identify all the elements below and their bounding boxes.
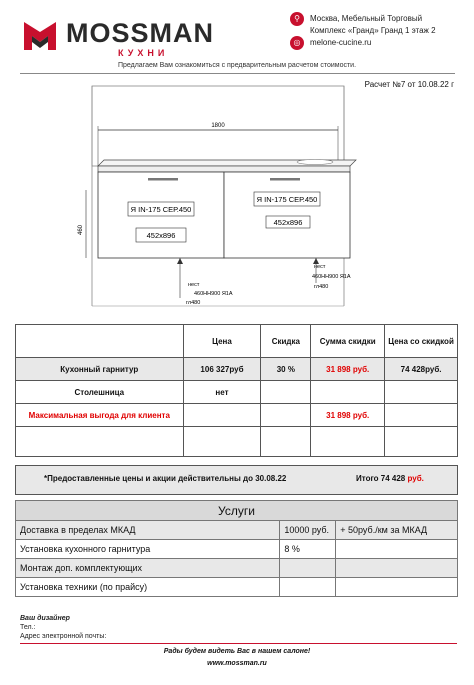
note-4: нест — [314, 264, 326, 270]
cabinet-drawing — [60, 78, 410, 316]
brand-sub: КУХНИ — [118, 48, 169, 58]
box2-line2: 452x896 — [273, 218, 303, 227]
row-discount — [261, 404, 311, 427]
service-name: Установка техники (по прайсу) — [16, 578, 280, 597]
row-final — [385, 381, 458, 404]
service-extra: + 50руб./км за МКАД — [336, 521, 458, 540]
box1-line1: Я IN-175 СЕР.450 — [130, 205, 192, 214]
header-discount-sum: Сумма скидки — [311, 325, 385, 358]
note-3: гл480 — [186, 300, 201, 306]
header-final-price: Цена со скидкой — [385, 325, 458, 358]
service-extra — [336, 540, 458, 559]
location-pin-icon: ⚲ — [290, 12, 304, 26]
footer-greeting: Рады будем видеть Вас в нашем салоне! — [163, 648, 311, 655]
address-line-1: ⚲ Москва, Мебельный Торговый — [290, 12, 422, 26]
row-price: 106 327руб — [183, 358, 261, 381]
row-name: Максимальная выгода для клиента — [16, 404, 184, 427]
row-discount-sum — [311, 381, 385, 404]
service-row — [16, 559, 458, 578]
table-row — [16, 404, 458, 427]
address-line-2: Комплекс «Гранд» Гранд 1 этаж 2 — [310, 26, 436, 35]
services-table — [15, 500, 458, 597]
service-row — [16, 540, 458, 559]
table-row-empty — [16, 427, 458, 457]
note-1: нест — [188, 282, 200, 288]
note-6: гл480 — [314, 284, 329, 290]
table-row — [16, 381, 458, 404]
globe-icon: ◎ — [290, 36, 304, 50]
service-extra — [336, 559, 458, 578]
row-final: 74 428руб. — [385, 358, 458, 381]
header-divider — [20, 73, 455, 74]
services-title: Услуги — [16, 501, 458, 521]
row-final — [385, 404, 458, 427]
total-label: Итого 74 428 руб. — [356, 474, 424, 483]
designer-email: Адрес электронной почты: — [20, 633, 107, 640]
sink — [297, 160, 333, 165]
row-discount: 30 % — [261, 358, 311, 381]
service-name: Установка кухонного гарнитура — [16, 540, 280, 559]
row-discount — [261, 381, 311, 404]
header-price: Цена — [183, 325, 261, 358]
row-price: нет — [183, 381, 261, 404]
calc-title: Расчет №7 от 10.08.22 г — [364, 80, 454, 89]
service-extra — [336, 578, 458, 597]
note-2: 460НН900 Я1А — [194, 291, 233, 297]
row-discount-sum: 31 898 руб. — [311, 404, 385, 427]
intro-text: Предлагаем Вам ознакомиться с предварительным расчетом стоимости. — [117, 62, 357, 69]
box2-line1: Я IN-175 СЕР.450 — [256, 195, 318, 204]
service-row — [16, 521, 458, 540]
brand-logo-mark — [22, 18, 58, 54]
dim-height: 460 — [78, 224, 84, 236]
row-name: Столешница — [16, 381, 184, 404]
service-value: 10000 руб. — [280, 521, 336, 540]
service-name: Монтаж доп. комплектующих — [16, 559, 280, 578]
service-row — [16, 578, 458, 597]
site-link[interactable]: ◎ melone-cucine.ru — [290, 36, 371, 50]
service-value: 8 % — [280, 540, 336, 559]
service-value — [280, 559, 336, 578]
box1-line2: 452x896 — [146, 231, 176, 240]
service-name: Доставка в пределах МКАД — [16, 521, 280, 540]
note-5: 460НН900 Я1А — [312, 274, 351, 280]
header-empty — [16, 325, 184, 358]
header-discount: Скидка — [261, 325, 311, 358]
cabinet-right — [224, 172, 350, 258]
validity-note: *Предоставленные цены и акции действительны до 30.08.22 — [44, 474, 287, 483]
row-discount-sum: 31 898 руб. — [311, 358, 385, 381]
table-row — [16, 358, 458, 381]
footer-site-link[interactable]: www.mossman.ru — [207, 660, 267, 667]
validity-row — [15, 465, 458, 495]
row-name: Кухонный гарнитур — [16, 358, 184, 381]
designer-phone: Тел.: — [20, 624, 36, 631]
brand-name: MOSSMAN — [66, 18, 214, 48]
footer-divider — [20, 643, 457, 644]
row-price — [183, 404, 261, 427]
designer-label: Ваш дизайнер — [20, 615, 70, 622]
dim-width: 1800 — [211, 123, 225, 129]
price-table — [15, 324, 458, 457]
total-currency: руб. — [407, 474, 424, 483]
service-value — [280, 578, 336, 597]
